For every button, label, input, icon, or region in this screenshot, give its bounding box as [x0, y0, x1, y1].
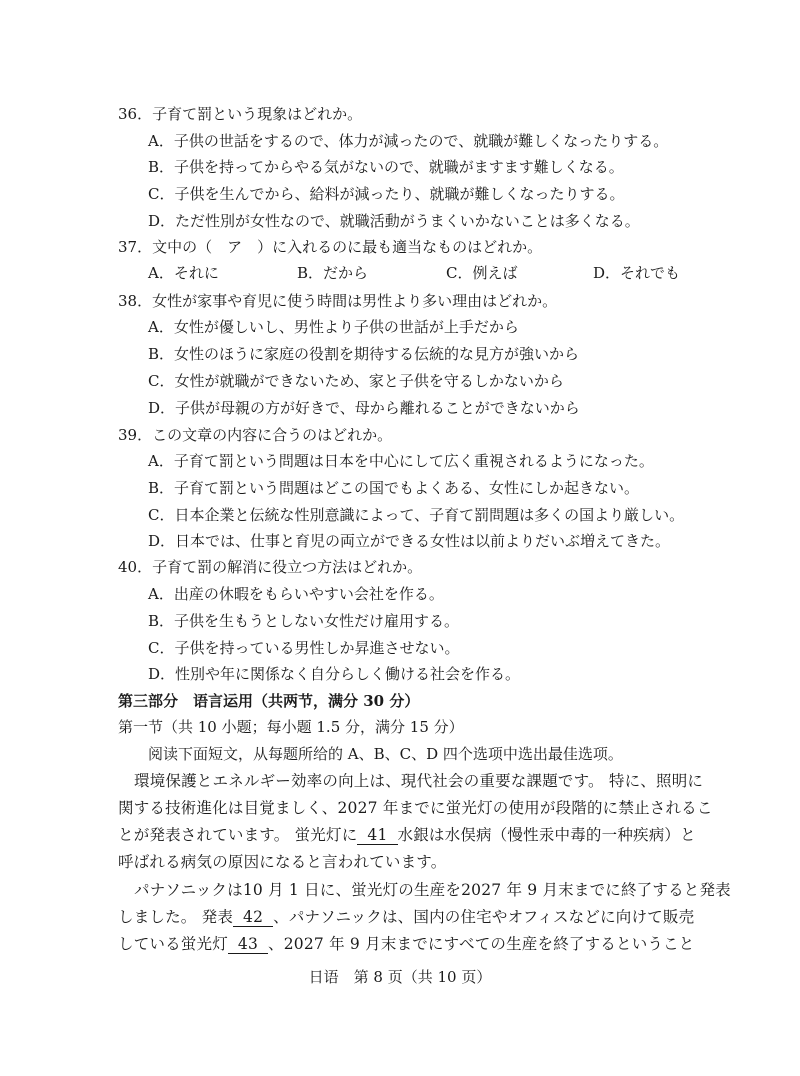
passage-p1-line2: 関する技術進化は目覚ましく、2027 年までに蛍光灯の使用が段階的に禁止されるこ: [118, 799, 713, 817]
passage-p1-line4: 呼ばれる病気の原因になると言われています。: [118, 853, 447, 871]
passage-p2-line3-b: 、2027 年 9 月末までにすべての生産を終了するということ: [268, 935, 695, 953]
passage-p1-line1: 環境保護とエネルギー効率の向上は、現代社会の重要な課題です。 特に、照明に: [134, 772, 704, 790]
passage-p2-line1: パナソニックは10 月 1 日に、蛍光灯の生産を2027 年 9 月末までに終了すると発表: [134, 881, 731, 899]
question-38-option-c: C．女性が就職ができないため、家と子供を守るしかないから: [148, 372, 564, 390]
question-40-option-d: D．性別や年に関係なく自分らしく働ける社会を作る。: [148, 665, 521, 683]
passage-p2-line2-b: 、パナソニックは、国内の住宅やオフィスなどに向けて販売: [273, 908, 695, 926]
question-37-option-a: A．それに: [148, 264, 219, 282]
question-37-option-c: C．例えば: [446, 264, 518, 282]
blank-42: 42: [233, 908, 273, 927]
passage-p1-line3: [118, 825, 696, 845]
question-40-option-a: A．出産の休暇をもらいやすい会社を作る。: [148, 585, 444, 603]
passage-p2-line3: [118, 934, 695, 954]
blank-41: 41: [357, 826, 397, 845]
section-subtitle: 第一节（共 10 小题；每小题 1.5 分，满分 15 分）: [118, 718, 464, 736]
question-40-stem: 40．子育て罰の解消に役立つ方法はどれか。: [118, 558, 423, 576]
question-38-option-d: D．子供が母親の方が好きで、母から離れることができないから: [148, 399, 580, 417]
question-38-option-a: A．女性が優しいし、男性より子供の世話が上手だから: [148, 318, 519, 336]
section-title: 第三部分 语言运用（共两节，满分 30 分）: [118, 692, 420, 710]
passage-p2-line3-a: している蛍光灯: [118, 935, 228, 953]
question-39-stem: 39．この文章の内容に合うのはどれか。: [118, 426, 393, 444]
question-40-option-c: C．子供を持っている男性しか昇進させない。: [148, 639, 460, 657]
question-40-option-b: B．子供を生もうとしない女性だけ雇用する。: [148, 612, 460, 630]
question-37-stem: 37．文中の（ ア ）に入れるのに最も適当なものはどれか。: [118, 238, 543, 256]
page-footer: 日语 第 8 页（共 10 页）: [308, 968, 492, 986]
question-36-option-b: B．子供を持ってからやる気がないので、就職がますます難しくなる。: [148, 158, 624, 176]
question-36-option-d: D．ただ性別が女性なので、就職活動がうまくいかないことは多くなる。: [148, 212, 640, 230]
question-39-option-c: C．日本企業と伝統な性別意識によって、子育て罰問題は多くの国より厳しい。: [148, 506, 685, 524]
question-39-option-b: B．子育て罰という問題はどこの国でもよくある、女性にしか起きない。: [148, 479, 640, 497]
question-36-option-c: C．子供を生んでから、給料が減ったり、就職が難しくなったりする。: [148, 185, 625, 203]
question-39-option-a: A．子育て罰という問題は日本を中心にして広く重視されるようになった。: [148, 452, 654, 470]
question-37-option-d: D．それでも: [593, 264, 681, 282]
passage-p2-line2-a: しました。 発表: [118, 908, 234, 926]
passage-p1-line3-a: とが発表されています。 蛍光灯に: [118, 826, 358, 844]
passage-p1-line3-b: 水銀は水俣病（慢性汞中毒的一种疾病）と: [397, 826, 696, 844]
blank-43: 43: [228, 935, 268, 954]
question-37-option-b: B．だから: [297, 264, 369, 282]
question-39-option-d: D．日本では、仕事と育児の両立ができる女性は以前よりだいぶ増えてきた。: [148, 532, 671, 550]
question-36-stem: 36．子育て罰という現象はどれか。: [118, 105, 363, 123]
section-instruction: 阅读下面短文，从每题所给的 A、B、C、D 四个选项中选出最佳选项。: [148, 745, 623, 763]
question-38-option-b: B．女性のほうに家庭の役割を期待する伝統的な見方が強いから: [148, 345, 580, 363]
question-38-stem: 38．女性が家事や育児に使う時間は男性より多い理由はどれか。: [118, 292, 558, 310]
passage-p2-line2: [118, 907, 694, 927]
question-36-option-a: A．子供の世話をするので、体力が減ったので、就職が難しくなったりする。: [148, 132, 669, 150]
